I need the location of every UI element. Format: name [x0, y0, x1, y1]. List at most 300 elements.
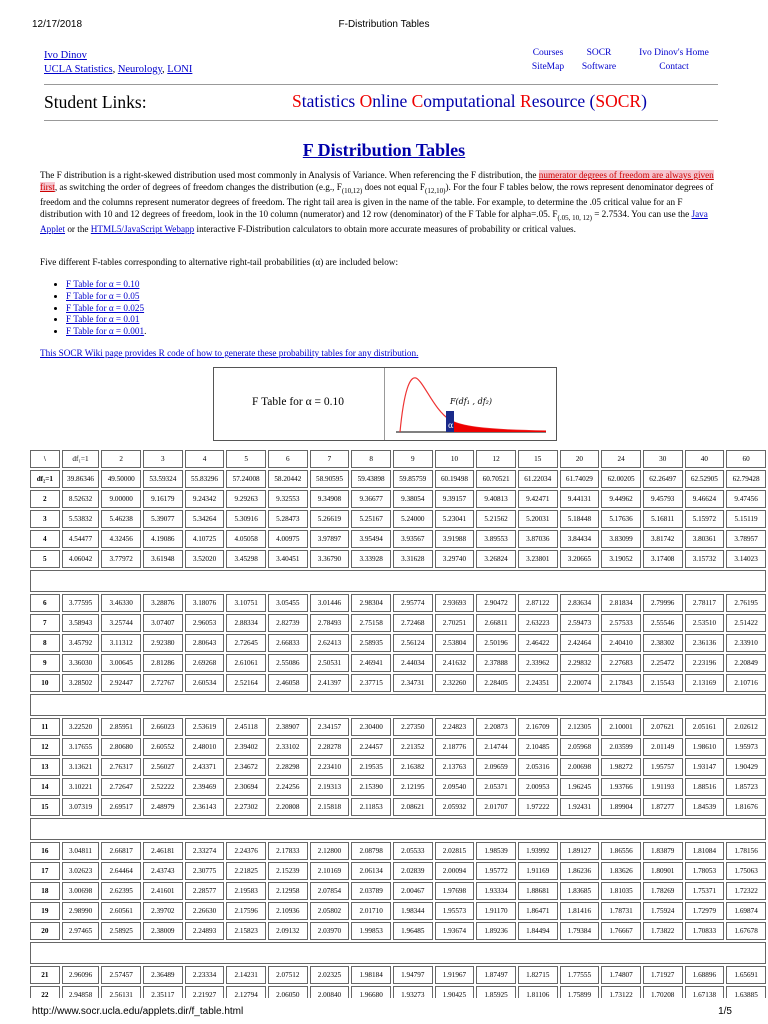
table-cell: 1.93273 [393, 986, 433, 998]
table-cell: 5.15119 [726, 510, 766, 528]
table-row-header: 17 [30, 862, 60, 880]
table-cell: 2.01710 [351, 902, 391, 920]
table-cell: 9.38054 [393, 490, 433, 508]
table-cell: 2.76317 [101, 758, 141, 776]
table-cell: 2.12958 [268, 882, 308, 900]
table-cell: 3.97897 [310, 530, 350, 548]
table-link-0025[interactable]: F Table for α = 0.025 [66, 302, 145, 313]
socr-word-omputational: omputational [423, 91, 521, 111]
table-cell: 1.89904 [601, 798, 641, 816]
table-cell: 1.81035 [601, 882, 641, 900]
table-link-item: • F Table for α = 0.001. [66, 326, 146, 338]
table-cell: 8.52632 [62, 490, 100, 508]
table-cell: 61.74029 [560, 470, 600, 488]
intro-paragraph [40, 170, 724, 236]
table-cell: 1.69874 [726, 902, 766, 920]
table-cell: 9.44131 [560, 490, 600, 508]
table-cell: 5.18448 [560, 510, 600, 528]
table-cell: 2.15823 [226, 922, 266, 940]
table-cell: 2.19583 [226, 882, 266, 900]
nav-sitemap-link[interactable]: SiteMap [531, 62, 565, 72]
table-cell: 2.10485 [518, 738, 558, 756]
table-cell: 3.00698 [62, 882, 100, 900]
table-cell: 5.16811 [643, 510, 683, 528]
table-cell: 2.95774 [393, 594, 433, 612]
socr-title[interactable] [292, 91, 647, 112]
table-row-header: 3 [30, 510, 60, 528]
table-cell: 2.23410 [310, 758, 350, 776]
table-cell: 2.79996 [643, 594, 683, 612]
table-cell: 1.83879 [643, 842, 683, 860]
separator-cell [30, 818, 766, 840]
table-cell: 3.15732 [685, 550, 725, 568]
table-cell: 62.00205 [601, 470, 641, 488]
f-table-banner-label: F Table for α = 0.10 [252, 396, 344, 408]
table-group-separator [30, 942, 766, 964]
table-cell: 2.02325 [310, 966, 350, 984]
table-cell: 2.41632 [435, 654, 475, 672]
table-cell: 2.02839 [393, 862, 433, 880]
table-cell: 1.72979 [685, 902, 725, 920]
separator-cell [30, 694, 766, 716]
table-cell: 5.46238 [101, 510, 141, 528]
nav-courses-link[interactable]: Courses [532, 48, 564, 58]
socr-close-paren: ) [641, 91, 647, 111]
table-cell: 2.06134 [351, 862, 391, 880]
table-row [30, 614, 766, 632]
table-cell: 1.90425 [435, 986, 475, 998]
table-row-header: 22 [30, 986, 60, 998]
table-row-header: 10 [30, 674, 60, 692]
table-cell: 2.96053 [185, 614, 225, 632]
table-cell: 1.89236 [476, 922, 516, 940]
table-cell: 2.20849 [726, 654, 766, 672]
table-cell: 1.80901 [643, 862, 683, 880]
table-cell: 5.53832 [62, 510, 100, 528]
intro-highlight: numerator degrees of freedom are always given first [40, 170, 714, 192]
table-cell: 1.83626 [601, 862, 641, 880]
table-row [30, 634, 766, 652]
table-cell: 2.30694 [226, 778, 266, 796]
table-cell: 2.00698 [560, 758, 600, 776]
table-link-item [66, 279, 146, 291]
table-cell: 2.06050 [268, 986, 308, 998]
intro-sub-2: (12,10) [425, 186, 446, 195]
table-cell: 2.24457 [351, 738, 391, 756]
table-cell: 2.12800 [310, 842, 350, 860]
table-row [30, 654, 766, 672]
table-cell: 2.17833 [268, 842, 308, 860]
nav-col-socr [574, 46, 624, 74]
curve-formula-label: F(df₁ , df₂) [450, 397, 492, 406]
table-cell: 1.96485 [393, 922, 433, 940]
table-cell: 2.10169 [310, 862, 350, 880]
table-cell: 2.53804 [435, 634, 475, 652]
table-cell: 2.72647 [101, 778, 141, 796]
table-col-header: 6 [268, 450, 308, 468]
table-cell: 2.94858 [62, 986, 100, 998]
table-row [30, 798, 766, 816]
table-cell: 5.26619 [310, 510, 350, 528]
table-cell: 2.00953 [518, 778, 558, 796]
affil-neurology-link[interactable]: Neurology [117, 64, 163, 75]
table-cell: 3.89553 [476, 530, 516, 548]
table-cell: 2.21352 [393, 738, 433, 756]
table-cell: 2.00467 [393, 882, 433, 900]
table-cell: 1.88516 [685, 778, 725, 796]
table-col-header: 4 [185, 450, 225, 468]
table-cell: 3.81742 [643, 530, 683, 548]
table-cell: 2.90472 [476, 594, 516, 612]
table-cell: 1.95757 [643, 758, 683, 776]
table-cell: 58.90595 [310, 470, 350, 488]
table-cell: 1.78053 [685, 862, 725, 880]
table-cell: 2.02815 [435, 842, 475, 860]
table-row [30, 902, 766, 920]
table-link-0001[interactable]: F Table for α = 0.001 [66, 326, 145, 337]
table-cell: 2.28577 [185, 882, 225, 900]
table-row-header: 11 [30, 718, 60, 736]
nav-software-link[interactable]: Software [581, 62, 617, 72]
table-link-item [66, 314, 146, 326]
table-cell: 2.50196 [476, 634, 516, 652]
table-cell: 2.76195 [726, 594, 766, 612]
table-cell: 1.92431 [560, 798, 600, 816]
intro-text-6: or the [65, 224, 91, 235]
table-cell: 5.23041 [435, 510, 475, 528]
table-cell: 2.39469 [185, 778, 225, 796]
table-cell: 2.27683 [601, 654, 641, 672]
intro-text-2: , as switching the order of degrees of freedom changes the distribution (e.g., F [54, 181, 342, 192]
table-cell: 9.29263 [226, 490, 266, 508]
table-cell: 1.93334 [476, 882, 516, 900]
table-cell: 9.34908 [310, 490, 350, 508]
table-cell: 1.75063 [726, 862, 766, 880]
affil-ucla-link[interactable]: UCLA Statistics [44, 64, 113, 75]
table-cell: 2.36143 [185, 798, 225, 816]
table-cell: 3.84434 [560, 530, 600, 548]
table-col-header: 9 [393, 450, 433, 468]
table-row [30, 470, 766, 488]
table-cell: 2.07854 [310, 882, 350, 900]
nav-contact-link[interactable]: Contact [659, 62, 689, 72]
table-cell: 59.43898 [351, 470, 391, 488]
table-cell: 3.05455 [268, 594, 308, 612]
print-date: 12/17/2018 [32, 19, 83, 30]
table-col-header: 3 [143, 450, 183, 468]
table-cell: 3.33928 [351, 550, 391, 568]
table-row [30, 842, 766, 860]
table-cell: 60.70521 [476, 470, 516, 488]
table-cell: 1.95573 [435, 902, 475, 920]
table-cell: 2.16709 [518, 718, 558, 736]
table-cell: 9.44962 [601, 490, 641, 508]
table-cell: 1.67138 [685, 986, 725, 998]
table-cell: 2.46422 [518, 634, 558, 652]
wiki-link[interactable]: This SOCR Wiki page provides R code of how to generate these probability tables for any distribution. [40, 348, 419, 358]
table-cell: 2.15543 [643, 674, 683, 692]
table-cell: 1.71927 [643, 966, 683, 984]
table-cell: 2.42464 [560, 634, 600, 652]
table-cell: 9.32553 [268, 490, 308, 508]
table-row-header: 18 [30, 882, 60, 900]
table-cell: 3.28502 [62, 674, 100, 692]
table-cell: 1.74807 [601, 966, 641, 984]
table-cell: 4.19086 [143, 530, 183, 548]
table-cell: 9.39157 [435, 490, 475, 508]
table-cell: 2.56027 [143, 758, 183, 776]
affil-loni-link[interactable]: LONI [167, 64, 193, 75]
table-cell: 2.45118 [226, 718, 266, 736]
table-row-header: 14 [30, 778, 60, 796]
table-cell: 2.36489 [143, 966, 183, 984]
table-link-item [66, 303, 146, 315]
table-cell: 3.87036 [518, 530, 558, 548]
table-cell: 2.05932 [435, 798, 475, 816]
table-link-010[interactable]: F Table for α = 0.10 [66, 279, 140, 289]
table-cell: 3.58943 [62, 614, 100, 632]
table-cell: 1.98610 [685, 738, 725, 756]
table-row [30, 674, 766, 692]
table-row-header: 7 [30, 614, 60, 632]
table-cell: 2.51422 [726, 614, 766, 632]
table-cell: 2.03599 [601, 738, 641, 756]
f-table-banner [213, 367, 557, 441]
table-cell: 2.15390 [351, 778, 391, 796]
html5-webapp-link[interactable]: HTML5/JavaScript Webapp [90, 224, 195, 235]
table-cell: 2.46941 [351, 654, 391, 672]
table-cell: 2.27302 [226, 798, 266, 816]
table-cell: 2.62395 [101, 882, 141, 900]
table-cell: 49.50000 [101, 470, 141, 488]
table-cell: 2.72767 [143, 674, 183, 692]
student-links-heading[interactable]: Student Links: [44, 92, 147, 112]
table-cell: 62.79428 [726, 470, 766, 488]
table-cell: 2.15818 [310, 798, 350, 816]
table-cell: 2.75158 [351, 614, 391, 632]
table-cell: 2.60534 [185, 674, 225, 692]
table-cell: 2.82739 [268, 614, 308, 632]
java-applet-link[interactable]: Java Applet [40, 208, 708, 235]
table-cell: 2.43371 [185, 758, 225, 776]
table-cell: 2.46058 [268, 674, 308, 692]
table-cell: 2.24893 [185, 922, 225, 940]
table-link-001[interactable]: F Table for α = 0.01 [66, 314, 140, 325]
table-cell: 2.58925 [101, 922, 141, 940]
table-cell: 3.31628 [393, 550, 433, 568]
alpha-tail-area [448, 419, 546, 432]
table-cell: 3.10221 [62, 778, 100, 796]
table-cell: 2.18776 [435, 738, 475, 756]
table-cell: 2.11853 [351, 798, 391, 816]
f-density-curve-icon [390, 370, 552, 438]
nav-col-courses [520, 46, 576, 74]
table-cell: 1.95973 [726, 738, 766, 756]
table-cell: 2.03970 [310, 922, 350, 940]
table-cell: 1.84494 [518, 922, 558, 940]
table-cell: 1.94797 [393, 966, 433, 984]
table-cell: 1.77555 [560, 966, 600, 984]
table-cell: 62.52905 [685, 470, 725, 488]
table-cell: 1.91967 [435, 966, 475, 984]
separator-cell [30, 942, 766, 964]
table-cell: 2.30775 [185, 862, 225, 880]
table-col-header: 24 [601, 450, 641, 468]
table-row-header: 16 [30, 842, 60, 860]
table-cell: 1.90429 [726, 758, 766, 776]
table-cell: 3.18076 [185, 594, 225, 612]
socr-letter-r: R [520, 91, 532, 111]
table-row-header: 13 [30, 758, 60, 776]
print-page: 1/5 [718, 1006, 732, 1017]
table-cell: 2.34672 [226, 758, 266, 776]
table-cell: 2.92380 [143, 634, 183, 652]
table-cell: 2.56131 [101, 986, 141, 998]
table-row-header: 12 [30, 738, 60, 756]
table-cell: 4.06042 [62, 550, 100, 568]
socr-word-nline: nline [372, 91, 412, 111]
table-cell: 2.36136 [685, 634, 725, 652]
table-cell: 2.40410 [601, 634, 641, 652]
table-cell: 2.07512 [268, 966, 308, 984]
table-cell: 2.57533 [601, 614, 641, 632]
table-cell: 2.03789 [351, 882, 391, 900]
table-cell: 4.54477 [62, 530, 100, 548]
table-cell: 2.05161 [685, 718, 725, 736]
table-cell: 9.36677 [351, 490, 391, 508]
table-cell: 9.45793 [643, 490, 683, 508]
table-cell: 55.83296 [185, 470, 225, 488]
table-cell: 2.53619 [185, 718, 225, 736]
nav-socr-link[interactable]: SOCR [586, 48, 612, 58]
table-cell: 1.96245 [560, 778, 600, 796]
table-cell: 2.60561 [101, 902, 141, 920]
table-cell: 2.39702 [143, 902, 183, 920]
table-link-005[interactable]: F Table for α = 0.05 [66, 290, 140, 301]
nav-home-link[interactable]: Ivo Dinov's Home [639, 48, 709, 58]
table-cell: 2.48010 [185, 738, 225, 756]
table-cell: 2.09540 [435, 778, 475, 796]
table-cell: 2.55546 [643, 614, 683, 632]
table-cell: 2.24256 [268, 778, 308, 796]
table-cell: 9.24342 [185, 490, 225, 508]
table-cell: 2.08621 [393, 798, 433, 816]
table-cell: 5.20031 [518, 510, 558, 528]
table-cell: 3.52020 [185, 550, 225, 568]
table-cell: 1.81084 [685, 842, 725, 860]
table-cell: 2.12195 [393, 778, 433, 796]
table-row [30, 986, 766, 998]
table-cell: 1.86236 [560, 862, 600, 880]
table-cell: 2.20074 [560, 674, 600, 692]
header-divider-bottom [44, 120, 718, 121]
table-cell: 2.38907 [268, 718, 308, 736]
table-cell: 2.88334 [226, 614, 266, 632]
table-cell: 2.33274 [185, 842, 225, 860]
f-table-viewport[interactable] [0, 446, 768, 998]
table-row-header: df₂=1 [30, 470, 60, 488]
table-cell: 2.69517 [101, 798, 141, 816]
table-row-header: 6 [30, 594, 60, 612]
table-cell: 1.91170 [476, 902, 516, 920]
table-cell: 9.40813 [476, 490, 516, 508]
table-cell: 2.66811 [476, 614, 516, 632]
table-cell: 1.97698 [435, 882, 475, 900]
table-cell: 3.22520 [62, 718, 100, 736]
table-cell: 1.75371 [685, 882, 725, 900]
table-cell: 1.93674 [435, 922, 475, 940]
table-cell: 1.97222 [518, 798, 558, 816]
table-cell: 2.78117 [685, 594, 725, 612]
table-cell: 2.13763 [435, 758, 475, 776]
table-cell: 1.76667 [601, 922, 641, 940]
table-cell: 2.41397 [310, 674, 350, 692]
table-cell: 2.24376 [226, 842, 266, 860]
table-cell: 1.93766 [601, 778, 641, 796]
f-table-body [30, 450, 766, 998]
table-cell: 2.26630 [185, 902, 225, 920]
table-cell: 3.36790 [310, 550, 350, 568]
table-cell: 2.81286 [143, 654, 183, 672]
table-row [30, 738, 766, 756]
table-cell: 2.34157 [310, 718, 350, 736]
table-cell: 3.07319 [62, 798, 100, 816]
table-cell: 2.13169 [685, 674, 725, 692]
socr-word-tatistics: tatistics [301, 91, 360, 111]
table-link-item [66, 291, 146, 303]
author-link[interactable]: Ivo Dinov [44, 50, 87, 61]
table-cell: 3.77972 [101, 550, 141, 568]
table-cell: 3.23801 [518, 550, 558, 568]
table-cell: 2.10716 [726, 674, 766, 692]
table-cell: 1.81676 [726, 798, 766, 816]
header-divider-top [44, 84, 718, 85]
table-cell: 1.70208 [643, 986, 683, 998]
page-title [0, 140, 768, 161]
table-cell: 2.24823 [435, 718, 475, 736]
table-cell: 39.86346 [62, 470, 100, 488]
intro-sub-3: (.05, 10, 12) [557, 213, 592, 222]
table-row-header: 15 [30, 798, 60, 816]
table-cell: 3.45298 [226, 550, 266, 568]
table-cell: 1.78156 [726, 842, 766, 860]
table-row [30, 882, 766, 900]
table-col-header: 20 [560, 450, 600, 468]
table-cell: 1.81106 [518, 986, 558, 998]
table-cell: 2.98304 [351, 594, 391, 612]
table-col-header: 8 [351, 450, 391, 468]
socr-letter-o: O [359, 91, 373, 111]
table-cell: 1.93147 [685, 758, 725, 776]
table-cell: 3.40451 [268, 550, 308, 568]
table-cell: 2.09132 [268, 922, 308, 940]
table-col-header: 5 [226, 450, 266, 468]
table-cell: 3.17655 [62, 738, 100, 756]
table-cell: 2.35117 [143, 986, 183, 998]
table-cell: 2.02612 [726, 718, 766, 736]
table-cell: 3.29740 [435, 550, 475, 568]
table-cell: 5.21562 [476, 510, 516, 528]
table-cell: 1.75899 [560, 986, 600, 998]
wiki-link-line [40, 348, 418, 358]
table-cell: 1.78731 [601, 902, 641, 920]
table-cell: 1.85723 [726, 778, 766, 796]
table-cell: 3.17408 [643, 550, 683, 568]
table-cell: 58.20442 [268, 470, 308, 488]
table-col-header: 30 [643, 450, 683, 468]
table-cell: 2.96096 [62, 966, 100, 984]
table-cell: 2.09659 [476, 758, 516, 776]
